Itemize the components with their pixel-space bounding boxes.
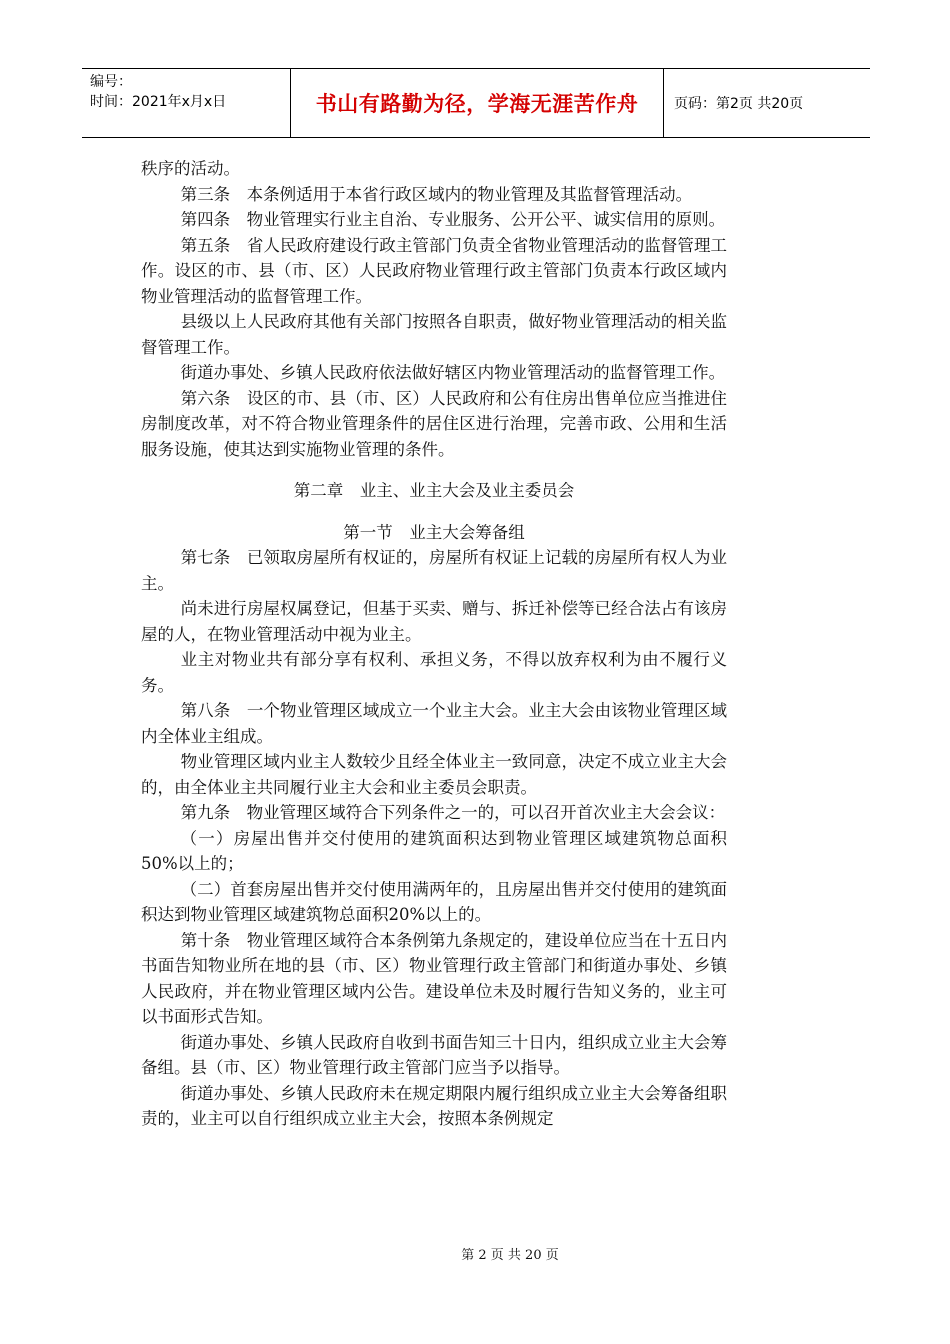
list-item: （二）首套房屋出售并交付使用满两年的，且房屋出售并交付使用的建筑面积达到物业管理区域建筑物总面积20%以上的。 <box>141 879 727 924</box>
article-7: 第七条 已领取房屋所有权证的，房屋所有权证上记载的房屋所有权人为业主。 <box>141 548 727 593</box>
paragraph: 物业管理区域内业主人数较少且经全体业主一致同意，决定不成立业主大会的，由全体业主共同履行业主大会和业主委员会职责。 <box>141 752 727 797</box>
header-page-info: 页码：第2页 共20页 <box>674 96 804 112</box>
article-10: 第十条 物业管理区域符合本条例第九条规定的，建设单位应当在十五日内书面告知物业所在地的县（市、区）物业管理行政主管部门和街道办事处、乡镇人民政府，并在物业管理区域内公告。建设单位未及时履行告知义务的，业主可以书面形式告知。 <box>141 930 727 1026</box>
page-footer: 第 2 页 共 20 页 <box>461 1248 559 1263</box>
document-body <box>141 156 727 1132</box>
paragraph: 街道办事处、乡镇人民政府未在规定期限内履行组织成立业主大会筹备组职责的，业主可以自行组织成立业主大会，按照本条例规定 <box>141 1083 727 1128</box>
article-3: 第三条 本条例适用于本省行政区域内的物业管理及其监督管理活动。 <box>180 184 693 204</box>
paragraph: 业主对物业共有部分享有权利、承担义务，不得以放弃权利为由不履行义务。 <box>141 650 727 695</box>
paragraph: 街道办事处、乡镇人民政府依法做好辖区内物业管理活动的监督管理工作。 <box>180 363 726 382</box>
paragraph: 秩序的活动。 <box>141 159 240 178</box>
paragraph: 县级以上人民政府其他有关部门按照各自职责，做好物业管理活动的相关监督管理工作。 <box>141 312 727 357</box>
article-8: 第八条 一个物业管理区域成立一个业主大会。业主大会由该物业管理区域内全体业主组成。 <box>141 701 727 746</box>
article-6: 第六条 设区的市、县（市、区）人民政府和公有住房出售单位应当推进住房制度改革，对不符合物业管理条件的居住区进行治理，完善市政、公用和生活服务设施，使其达到实施物业管理的条件。 <box>141 388 727 459</box>
header-meta <box>82 69 290 137</box>
header-motto: 书山有路勤为径，学海无涯苦作舟 <box>290 69 664 137</box>
section-heading: 第一节 业主大会筹备组 <box>343 522 525 542</box>
chapter-heading: 第二章 业主、业主大会及业主委员会 <box>293 481 575 500</box>
article-4: 第四条 物业管理实行业主自治、专业服务、公开公平、诚实信用的原则。 <box>180 210 726 229</box>
page-header <box>82 68 870 138</box>
document-number-label: 编号： <box>90 74 132 90</box>
paragraph: 街道办事处、乡镇人民政府自收到书面告知三十日内，组织成立业主大会筹备组。县（市、区）物业管理行政主管部门应当予以指导。 <box>141 1032 727 1077</box>
document-time-label: 时间：2021年x月x日 <box>90 94 227 110</box>
paragraph: 尚未进行房屋权属登记，但基于买卖、赠与、拆迁补偿等已经合法占有该房屋的人，在物业管理活动中视为业主。 <box>141 599 727 644</box>
article-9: 第九条 物业管理区域符合下列条件之一的，可以召开首次业主大会会议： <box>180 803 726 822</box>
article-5: 第五条 省人民政府建设行政主管部门负责全省物业管理活动的监督管理工作。设区的市、县（市、区）人民政府物业管理行政主管部门负责本行政区域内物业管理活动的监督管理工作。 <box>141 235 727 306</box>
list-item: （一）房屋出售并交付使用的建筑面积达到物业管理区域建筑物总面积50%以上的； <box>141 828 727 873</box>
